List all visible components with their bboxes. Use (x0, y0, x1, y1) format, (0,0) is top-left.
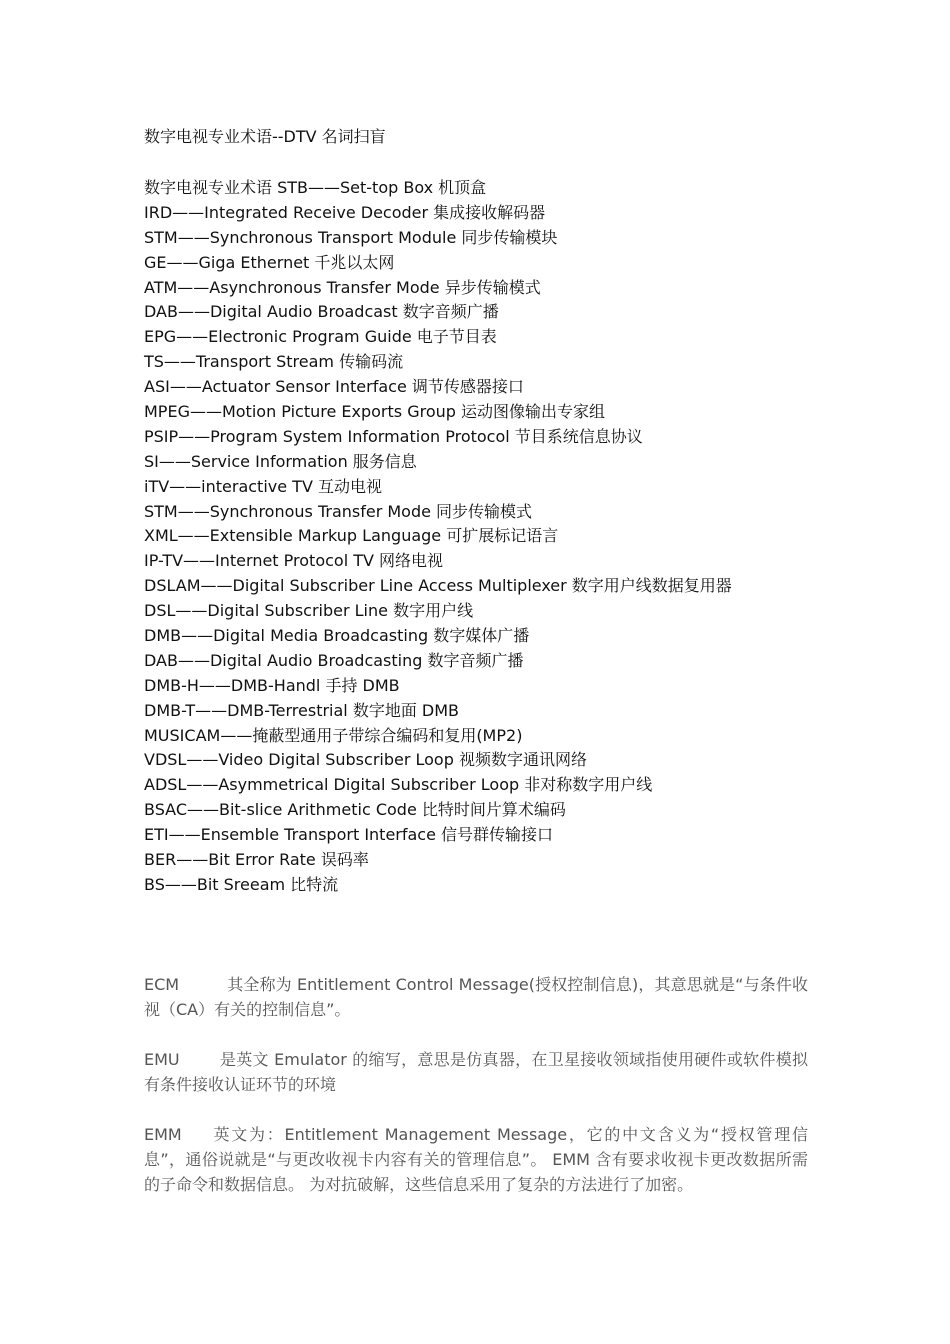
list-item: ASI——Actuator Sensor Interface 调节传感器接口 (144, 377, 524, 397)
document-title: 数字电视专业术语--DTV 名词扫盲 (144, 127, 386, 146)
list-item: 数字电视专业术语 STB——Set-top Box 机顶盒 (144, 178, 487, 197)
emm-paragraph (144, 1122, 808, 1197)
list-item: BS——Bit Sreeam 比特流 (144, 874, 339, 894)
emm-abbr: EMM (144, 1125, 182, 1144)
list-item: MPEG——Motion Picture Exports Group 运动图像输出专家组 (144, 402, 605, 422)
list-item: DAB——Digital Audio Broadcasting 数字音频广播 (144, 650, 524, 670)
list-item: IRD——Integrated Receive Decoder 集成接收解码器 (144, 202, 546, 222)
list-item: ATM——Asynchronous Transfer Mode 异步传输模式 (144, 277, 541, 297)
list-item: EPG——Electronic Program Guide 电子节目表 (144, 327, 497, 347)
ecm-paragraph (144, 972, 808, 1022)
emu-abbr: EMU (144, 1050, 180, 1069)
list-item: DMB-H——DMB-Handl 手持 DMB (144, 675, 400, 695)
definitions-section (144, 972, 808, 1222)
ecm-abbr: ECM (144, 975, 180, 994)
list-item: DMB——Digital Media Broadcasting 数字媒体广播 (144, 626, 530, 646)
list-item: XML——Extensible Markup Language 可扩展标记语言 (144, 526, 559, 546)
ecm-text: 其全称为 Entitlement Control Message(授权控制信息)，其意思就是“与条件收视（CA）有关的控制信息”。 (144, 975, 808, 1019)
list-item: VDSL——Video Digital Subscriber Loop 视频数字通讯网络 (144, 750, 587, 770)
list-item: PSIP——Program System Information Protocol 节目系统信息协议 (144, 426, 643, 446)
list-item: DMB-T——DMB-Terrestrial 数字地面 DMB (144, 700, 460, 720)
list-item: STM——Synchronous Transport Module 同步传输模块 (144, 227, 558, 247)
list-item: BSAC——Bit-slice Arithmetic Code 比特时间片算术编码 (144, 800, 566, 820)
list-item: DSLAM——Digital Subscriber Line Access Multiplexer 数字用户线数据复用器 (144, 576, 732, 596)
emu-text: 是英文 Emulator 的缩写，意思是仿真器，在卫星接收领域指使用硬件或软件模拟有条件接收认证环节的环境 (144, 1050, 808, 1094)
list-item: ADSL——Asymmetrical Digital Subscriber Loop 非对称数字用户线 (144, 775, 653, 795)
list-item: SI——Service Information 服务信息 (144, 451, 417, 471)
list-item: STM——Synchronous Transfer Mode 同步传输模式 (144, 501, 533, 521)
list-item: ETI——Ensemble Transport Interface 信号群传输接口 (144, 825, 554, 845)
list-item: GE——Giga Ethernet 千兆以太网 (144, 252, 395, 272)
list-item: DSL——Digital Subscriber Line 数字用户线 (144, 601, 474, 621)
list-item: TS——Transport Stream 传输码流 (144, 352, 404, 372)
list-item: MUSICAM——掩蔽型通用子带综合编码和复用(MP2) (144, 725, 523, 745)
list-item: BER——Bit Error Rate 误码率 (144, 850, 369, 870)
list-item: DAB——Digital Audio Broadcast 数字音频广播 (144, 302, 499, 322)
list-item: IP-TV——Internet Protocol TV 网络电视 (144, 551, 444, 571)
emu-paragraph (144, 1047, 808, 1097)
glossary-list (144, 176, 732, 898)
emm-text: 英文为：Entitlement Management Message，它的中文含义为“授权管理信息”，通俗说就是“与更改收视卡内容有关的管理信息”。 EMM 含有要求收视卡更改数据所需的子命令和数据信息。 为对抗破解，这些信息采用了复杂的方法进行了加密。 (144, 1125, 808, 1194)
list-item: iTV——interactive TV 互动电视 (144, 476, 382, 496)
